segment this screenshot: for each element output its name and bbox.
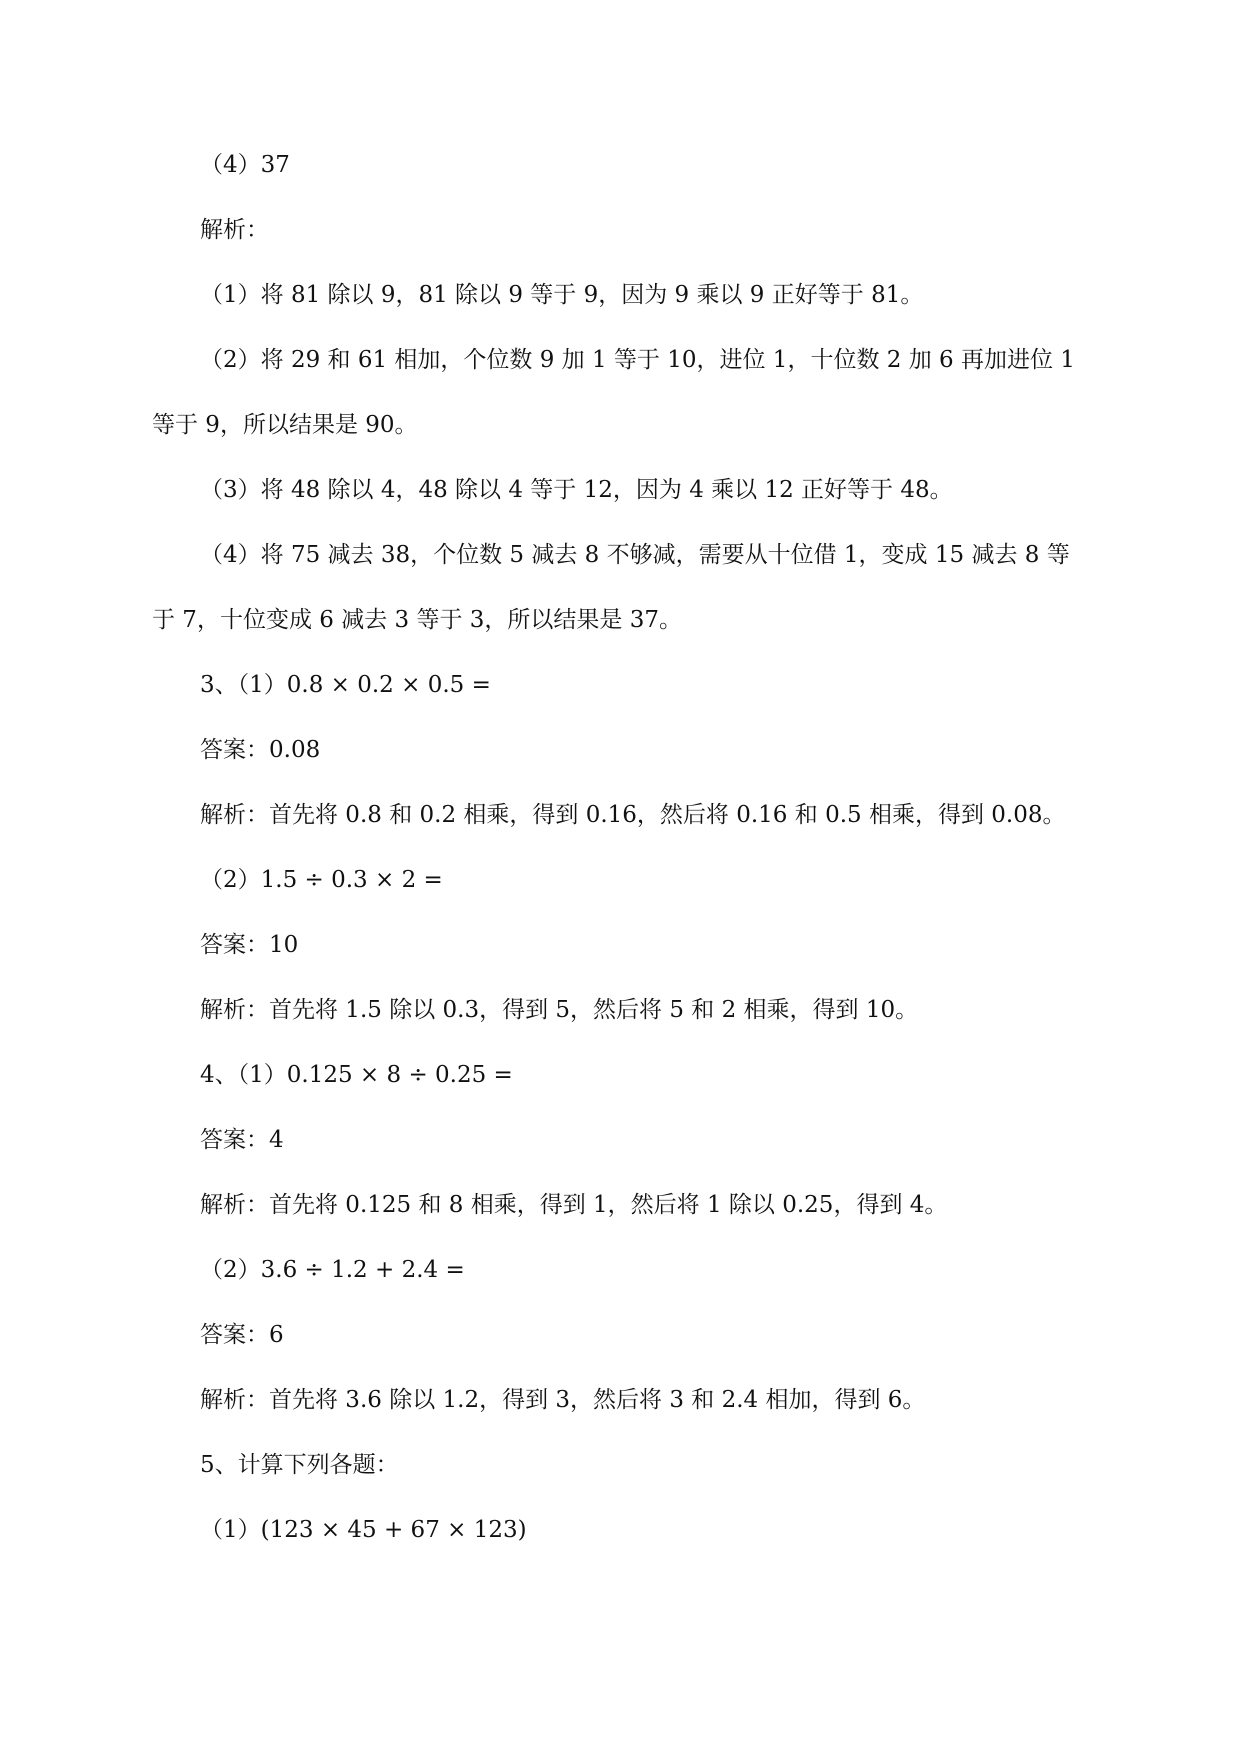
analysis-line-4b: 于 7，十位变成 6 减去 3 等于 3，所以结果是 37。	[152, 607, 682, 633]
question-3-1: 3、（1）0.8 × 0.2 × 0.5 =	[200, 672, 491, 698]
analysis-3-2: 解析：首先将 1.5 除以 0.3，得到 5，然后将 5 和 2 相乘，得到 10。	[200, 997, 919, 1023]
analysis-line-4a: （4）将 75 减去 38，个位数 5 减去 8 不够减，需要从十位借 1，变成 15 减去 8 等	[200, 542, 1070, 568]
analysis-line-1: （1）将 81 除以 9，81 除以 9 等于 9，因为 9 乘以 9 正好等于 81。	[200, 282, 924, 308]
analysis-3-1: 解析：首先将 0.8 和 0.2 相乘，得到 0.16，然后将 0.16 和 0.5 相乘，得到 0.08。	[200, 802, 1066, 828]
question-4-2: （2）3.6 ÷ 1.2 + 2.4 =	[200, 1257, 465, 1283]
analysis-line-2a: （2）将 29 和 61 相加，个位数 9 加 1 等于 10，进位 1，十位数 2 加 6 再加进位 1	[200, 347, 1075, 373]
question-5-heading: 5、计算下列各题：	[200, 1452, 399, 1478]
answer-3-2: 答案：10	[200, 932, 299, 958]
analysis-4-2: 解析：首先将 3.6 除以 1.2，得到 3，然后将 3 和 2.4 相加，得到 6。	[200, 1387, 926, 1413]
question-3-2: （2）1.5 ÷ 0.3 × 2 =	[200, 867, 443, 893]
answer-4-2: 答案：6	[200, 1322, 284, 1348]
analysis-4-1: 解析：首先将 0.125 和 8 相乘，得到 1，然后将 1 除以 0.25，得到 4。	[200, 1192, 948, 1218]
question-5-1: （1）(123 × 45 + 67 × 123)	[200, 1517, 527, 1543]
analysis-heading: 解析：	[200, 217, 269, 243]
analysis-line-3: （3）将 48 除以 4，48 除以 4 等于 12，因为 4 乘以 12 正好等于 48。	[200, 477, 953, 503]
question-4-1: 4、（1）0.125 × 8 ÷ 0.25 =	[200, 1062, 513, 1088]
answer-4-1: 答案：4	[200, 1127, 284, 1153]
analysis-line-2b: 等于 9，所以结果是 90。	[152, 412, 418, 438]
answer-line-4: （4）37	[200, 152, 290, 178]
answer-3-1: 答案：0.08	[200, 737, 321, 763]
